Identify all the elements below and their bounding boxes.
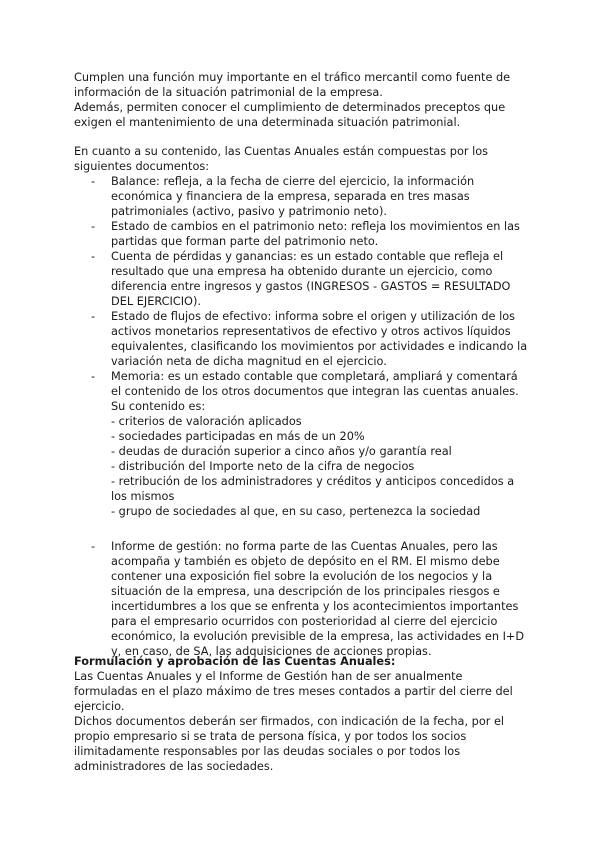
balance-text: Balance: refleja, a la fecha de cierre del ejercicio, la información económica y financiera de la empresa, separada en tres masas patrimoniales (activo, pasivo y patrimonio neto).	[111, 175, 475, 218]
list-item-memoria	[74, 369, 529, 519]
memoria-item: - distribución del Importe neto de la cifra de negocios	[111, 460, 415, 473]
intro-paragraph-1: Cumplen una función muy importante en el tráfico mercantil como fuente de información de la situación patrimonial de la empresa.	[74, 71, 511, 99]
memoria-item: - sociedades participadas en más de un 20%	[111, 430, 365, 443]
bullet-dash: -	[91, 250, 96, 263]
intro-section	[74, 70, 529, 130]
list-item-cambios	[74, 219, 529, 249]
cambios-text: Estado de cambios en el patrimonio neto: refleja los movimientos en las partidas que forman parte del patrimonio neto.	[111, 220, 520, 248]
flujos-text: Estado de flujos de efectivo: informa sobre el origen y utilización de los activos monetarios representativos de efectivo y otros activos líquidos equivalentes, clasificando los movimientos por actividades e indicando la variación neta de dicha magnitud en el ejercicio.	[111, 310, 528, 368]
formulacion-section	[74, 654, 529, 774]
bullet-dash: -	[91, 175, 96, 188]
bullet-dash: -	[91, 540, 96, 553]
memoria-text: Memoria: es un estado contable que completará, ampliará y comentará el contenido de los otros documentos que integran las cuentas anuales.	[111, 370, 519, 398]
formulacion-paragraph-1: Las Cuentas Anuales y el Informe de Gestión han de ser anualmente formuladas en el plazo máximo de tres meses contados a partir del cierre del ejercicio.	[74, 670, 513, 713]
bullet-dash: -	[91, 370, 96, 383]
list-item-balance	[74, 174, 529, 219]
memoria-contents	[111, 399, 529, 519]
list-item-perdidas	[74, 249, 529, 309]
list-item-gestion	[74, 539, 529, 659]
formulacion-heading: Formulación y aprobación de las Cuentas Anuales:	[74, 655, 396, 668]
memoria-item: - grupo de sociedades al que, en su caso, pertenezca la sociedad	[111, 505, 481, 518]
documents-list	[74, 174, 529, 659]
formulacion-paragraph-2: Dichos documentos deberán ser firmados, con indicación de la fecha, por el propio empresario si se trata de persona física, y por todos los socios ilimitadamente responsables por las deudas sociales o por todos los administradores de las sociedades.	[74, 715, 505, 773]
contents-paragraph: En cuanto a su contenido, las Cuentas Anuales están compuestas por los siguientes documentos:	[74, 145, 489, 173]
memoria-item: - criterios de valoración aplicados	[111, 415, 302, 428]
perdidas-text: Cuenta de pérdidas y ganancias: es un estado contable que refleja el resultado que una empresa ha obtenido durante un ejercicio, como diferencia entre ingresos y gastos (INGRESOS - GASTOS = RESULTADO DEL EJERCICIO).	[111, 250, 511, 308]
gestion-text: Informe de gestión: no forma parte de las Cuentas Anuales, pero las acompaña y también es objeto de depósito en el RM. El mismo debe contener una exposición fiel sobre la evolución de los negocios y la situación de la empresa, una descripción de los principales riesgos e incertidumbres a los que se enfrenta y los acontecimientos importantes para el empresario ocurridos con posterioridad al cierre del ejercicio económico, la evolución previsible de la empresa, las actividades en I+D y, en caso, de SA, las adquisiciones de acciones propias.	[111, 540, 525, 658]
memoria-item: - retribución de los administradores y créditos y anticipos concedidos a los mismos	[111, 475, 515, 503]
list-item-flujos	[74, 309, 529, 369]
intro-paragraph-2: Además, permiten conocer el cumplimiento de determinados preceptos que exigen el mantenimiento de una determinada situación patrimonial.	[74, 101, 506, 129]
memoria-item: - deudas de duración superior a cinco años y/o garantía real	[111, 445, 452, 458]
bullet-dash: -	[91, 220, 96, 233]
bullet-dash: -	[91, 310, 96, 323]
memoria-contenido-label: Su contenido es:	[111, 400, 206, 413]
contents-intro	[74, 144, 529, 174]
